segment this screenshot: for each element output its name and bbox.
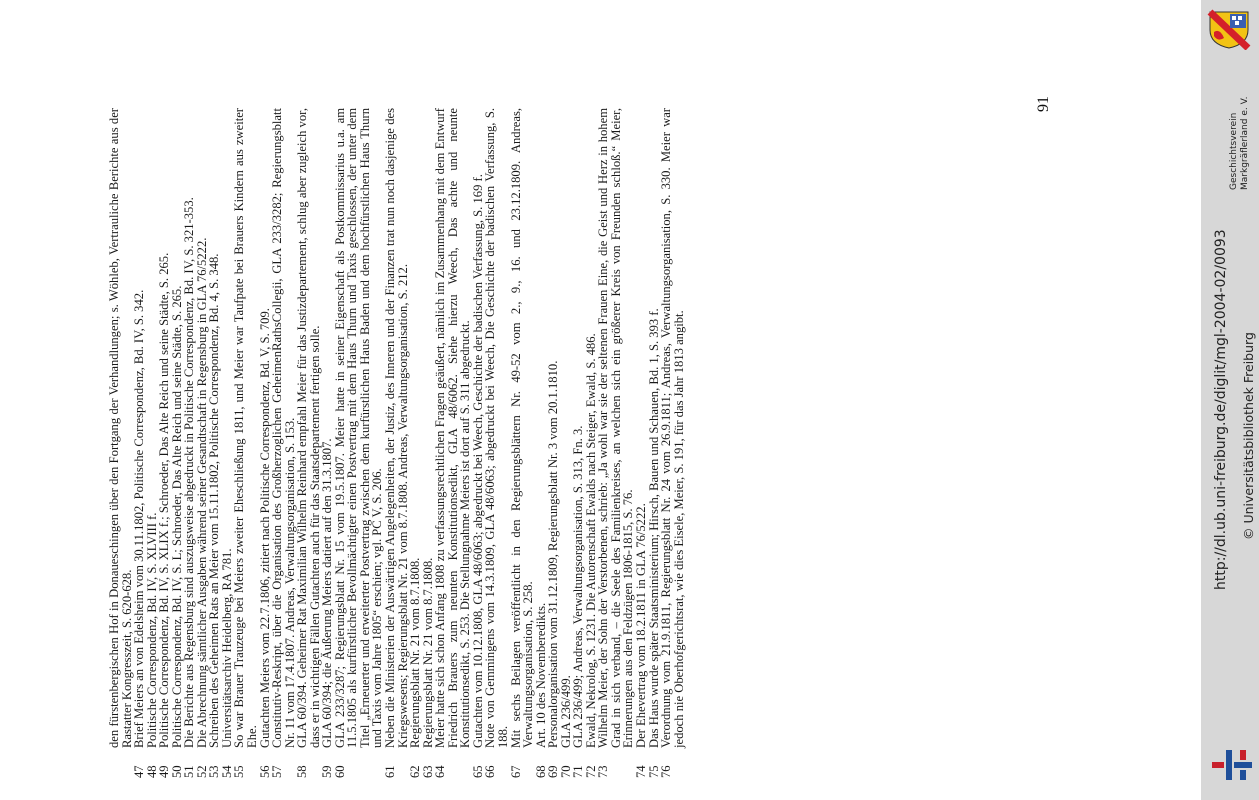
footnote-text: Gutachten vom 10.12.1808, GLA 48/6063; abgedruckt bei Weech, Geschichte der badischen Verfassung, S. 169 f. xyxy=(470,174,485,748)
footnote-text: So war Brauer Trauzeuge bei Meiers zweiter Eheschließung 1811, und Meier war Taufpate bei Brauers Kindern aus zweiter Ehe. xyxy=(232,108,260,748)
society-line1: Geschichtsverein xyxy=(1229,112,1239,190)
footnote-text: Die Berichte aus Regensburg sind auszugsweise abgedruckt in Politische Correspondenz, Bd. IV, S. 321-353. xyxy=(182,197,197,748)
footnote-text: Personalorganisation vom 31.12.1809, Regierungsblatt Nr. 3 vom 20.1.1810. xyxy=(546,360,561,748)
footnote-text: Meier hatte sich schon Anfang 1808 zu verfassungsrechtlichen Fragen geäußert, nämlich im Zusammenhang mit dem Entwurf Friedrich Brauers zum neunten Konstitutionsedikt, GLA 48/6062. Siehe hierzu Weech, Das achte und neunte Konstitutionsedikt, S. 253. Die Stellungnahme Meiers ist dort auf S. 311 abgedruckt. xyxy=(433,108,473,748)
footnote-item xyxy=(321,108,334,778)
footnote-number: 73 xyxy=(596,765,611,778)
footnote-number: 49 xyxy=(157,765,172,778)
footnote-number: 65 xyxy=(470,765,485,778)
footnote-item xyxy=(547,108,560,778)
footnote-number: 70 xyxy=(558,765,573,778)
permalink-url[interactable]: http://dl.ub.uni-freiburg.de/diglit/mgl-2004-02/0093 xyxy=(1213,229,1229,590)
footnote-text: GLA 236/499; Andreas, Verwaltungsorganisation, S. 313, Fn. 3. xyxy=(571,425,586,748)
footnote-item xyxy=(334,108,384,778)
footnote-number: 69 xyxy=(546,765,561,778)
footnote-number: 50 xyxy=(169,765,184,778)
footnote-item xyxy=(409,108,422,778)
footnote-text: Politische Correspondenz, Bd. IV, S. XLVIII f. xyxy=(144,512,159,748)
footnote-text: GLA 60/394. Geheimer Rat Maximilian Wilhelm Reinhard empfahl Meier für das Justizdepartement, schlug aber zugleich vor, dass er in wichtigen Fällen Gutachten auch für das Staatsdepartement fertigen solle. xyxy=(295,108,322,748)
footnote-item xyxy=(384,108,409,778)
footnote-text: Art. 10 des Novemberedikts. xyxy=(533,602,548,748)
footnote-text: Note von Gemmingens vom 14.3.1809, GLA 48/6063; abgedruckt bei Weech, Die Geschichte der badischen Verfassung, S. 188. xyxy=(483,108,510,748)
footnote-item xyxy=(183,108,196,778)
footnote-text: Das Haus wurde später Staatsministerium; Hirsch, Bauen und Schauen, Bd. 1, S. 393 f. xyxy=(646,308,661,748)
footnote-number: 72 xyxy=(583,765,598,778)
footnote-number: 58 xyxy=(295,765,310,778)
footnote-text: Neben die Ministerien der Auswärtigen Angelegenheiten, der Justiz, des Inneren und der Finanzen trat nun noch dasjenige des Kriegswesens; Regierungsblatt Nr. 21 vom 8.7.1808. Andreas, Verwaltungsorganisation, S. 212. xyxy=(383,108,410,748)
footnote-text: Mit sechs Beilagen veröffentlicht in den Regierungsblättern Nr. 49-52 vom 2., 9., 16. und 23.12.1809. Andreas, Verwaltungsorganisation, S. 258. xyxy=(508,108,536,748)
footnote-number: 54 xyxy=(219,765,234,778)
footnote-text: GLA 236/499. xyxy=(558,675,573,748)
footnote-item xyxy=(660,108,685,778)
footnote-text: Regierungsblatt Nr. 21 vom 8.7.1808. xyxy=(420,557,435,748)
society-line2: Markgräflerland e. V. xyxy=(1240,96,1250,190)
footnote-text: Regierungsblatt Nr. 21 vom 8.7.1808. xyxy=(408,557,423,748)
copyright-notice: © Universitätsbibliothek Freiburg xyxy=(1241,332,1256,540)
footnote-text: Gutachten Meiers vom 22.7.1806, zitiert nach Politische Correspondenz, Bd. V, S. 709. xyxy=(257,308,272,748)
footnote-text: den fürstenbergischen Hof in Donaueschingen über den Fortgang der Verhandlungen; s. Wöhleb, Vertrauliche Berichte aus der Rastatter Kongresszeit, S. 620-628. xyxy=(107,108,134,748)
coat-of-arms-icon xyxy=(1206,8,1252,50)
footnote-number: 57 xyxy=(270,765,285,778)
footnote-text: Verordnung vom 21.9.1811, Regierungsblatt Nr. 24 vom 26.9.1811; Andreas, Verwaltungsorganisation, S. 330. Meier war jedoch nie Oberhofgerichtsrat, wie dies Eisele, Meier, S. 191, für das Jahr 1813 angibt. xyxy=(659,108,686,748)
footnote-text: Politische Correspondenz, Bd. IV, S. L; Schroeder, Das Alte Reich und seine Städte, S. 265. xyxy=(169,285,184,748)
footnote-item xyxy=(233,108,258,778)
footnote-item xyxy=(484,108,509,778)
footnote-text: Constitutiv-Reskript, über die Organisation des Großherzoglichen GeheimenRathsCollegii, GLA 233/3282; Regierungsblatt Nr. 11 vom 17.4.1807. Andreas, Verwaltungsorganisation, S. 153. xyxy=(270,108,297,748)
footnote-number: 64 xyxy=(433,765,448,778)
footnote-number: 75 xyxy=(646,765,661,778)
footnote-number: 60 xyxy=(332,765,347,778)
footnote-number: 76 xyxy=(659,765,674,778)
footnote-text: Universitätsarchiv Heidelberg, RA 781. xyxy=(219,548,234,748)
footnote-number: 66 xyxy=(483,765,498,778)
footnote-item xyxy=(597,108,635,778)
footnote-number: 74 xyxy=(633,765,648,778)
footnote-number: 48 xyxy=(144,765,159,778)
page-number: 91 xyxy=(1035,96,1052,112)
footnote-number: 51 xyxy=(182,765,197,778)
footnote-text: Wilhelm Meier, der Sohn der Verstorbenen, schrieb: „Ja wohl war sie der seltenen Frauen Eine, die Geist und Herz in hohem Grad in sich verband, – die Seele des Familienkreises, an welchen sich ein größerer Kreis von Freunden schloß.“ Meier, Erinnerungen aus den Feldzügen 1806-1815, S. 76. xyxy=(596,108,636,748)
footnote-item xyxy=(133,108,146,778)
footnote-item xyxy=(158,108,171,778)
footnote-item xyxy=(434,108,472,778)
footnote-text: GLA 60/394; die Äußerung Meiers datiert auf den 31.3.1807. xyxy=(320,438,335,748)
footnote-number: 56 xyxy=(257,765,272,778)
footnote-item xyxy=(296,108,321,778)
footnote-number: 62 xyxy=(408,765,423,778)
footnote-text: Politische Correspondenz, Bd. IV, S. XLIX f.; Schroeder, Das Alte Reich und seine Städte, S. 265. xyxy=(157,252,172,748)
footnote-number: 59 xyxy=(320,765,335,778)
footnote-item xyxy=(510,108,535,778)
footnote-number: 63 xyxy=(420,765,435,778)
footnote-text: Brief Meiers an von Edelsheim vom 30.11.1802, Politische Correspondenz, Bd. IV, S. 342. xyxy=(132,289,147,748)
footnote-item xyxy=(635,108,648,778)
footnote-item xyxy=(572,108,585,778)
footnote-text: GLA 233/3287; Regierungsblatt Nr. 15 vom 19.5.1807. Meier hatte in seiner Eigenschaft als Postkommissarius u.a. am 11.5.1805 als kurfürstlicher Bevollmächtigter einen Postvertrag mit dem Haus Thurn und Taxis geschlossen, der unter dem Titel „Erneuerter und erweiterter Postvertrag zwischen dem kurfürstlichen Haus Baden und dem hochfürstlichen Haus Thurn und Taxis vom Jahre 1805“ erschien; vgl. PC V, S. 206. xyxy=(332,108,385,748)
footnote-item xyxy=(108,108,133,778)
footnote-number: 53 xyxy=(207,765,222,778)
footnotes xyxy=(108,108,685,778)
university-library-logo-icon xyxy=(1210,748,1254,782)
footnote-text: Der Ehevertrag vom 18.2.1811 in GLA 76/5222. xyxy=(633,503,648,748)
footnote-text: Ewald, Nekrolog, S. 1231. Die Autorenschaft Ewalds nach Steiger, Ewald, S. 486. xyxy=(583,333,598,748)
footnote-number: 67 xyxy=(508,765,523,778)
footnote-text: Die Abrechnung sämtlicher Ausgaben während seiner Gesandtschaft in Regensburg in GLA 76/5222. xyxy=(194,237,209,748)
footnote-number: 52 xyxy=(194,765,209,778)
footnote-number: 55 xyxy=(232,765,247,778)
footnote-text: Schreiben des Geheimen Rats an Meier vom 15.11.1802, Politische Correspondenz, Bd. 4, S. 348. xyxy=(207,253,222,748)
footnote-number: 71 xyxy=(571,765,586,778)
footnote-number: 61 xyxy=(383,765,398,778)
footnote-number: 68 xyxy=(533,765,548,778)
footnote-item xyxy=(271,108,296,778)
footnote-number: 47 xyxy=(132,765,147,778)
